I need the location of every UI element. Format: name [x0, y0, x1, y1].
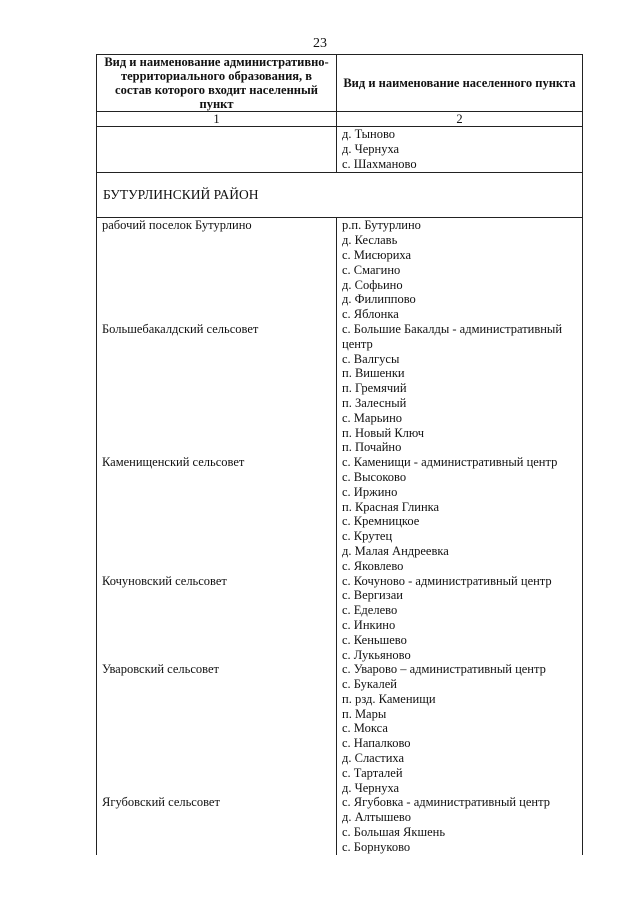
settlement-item: с. Ягубовка - административный центр	[342, 795, 550, 810]
district-title: БУТУРЛИНСКИЙ РАЙОН	[97, 173, 583, 218]
unit-name: Уваровский сельсовет	[97, 662, 337, 795]
settlement-item: с. Кочуново - административный центр	[342, 573, 552, 588]
settlement-item: с. Мокса	[342, 721, 388, 736]
settlement-item: с. Высоково	[342, 469, 407, 484]
header-col2: Вид и наименование населенного пункта	[337, 55, 583, 112]
settlement-item: с. Марьино	[342, 410, 403, 425]
settlement-item: д. Тыново	[342, 127, 396, 141]
unit-row	[97, 795, 583, 854]
settlement-item: с. Кремницкое	[342, 514, 420, 529]
continued-settlements-cell	[337, 127, 583, 173]
settlement-item: с. Крутец	[342, 529, 393, 544]
unit-name: рабочий поселок Бутурлино	[97, 218, 337, 322]
settlement-item: п. Почайно	[342, 440, 402, 455]
settlement-item: с. Борнуково	[342, 839, 411, 854]
continued-unit-cell	[97, 127, 337, 173]
unit-name: Каменищенский сельсовет	[97, 455, 337, 573]
settlement-item: п. Новый Ключ	[342, 425, 425, 440]
continued-row	[97, 127, 583, 173]
settlement-item: с. Лукьяново	[342, 647, 411, 662]
settlement-item: с. Большие Бакалды - административный центр	[342, 321, 563, 351]
settlement-item: с. Вергизаи	[342, 588, 403, 603]
settlement-item: с. Иржино	[342, 484, 398, 499]
settlement-item: п. Вишенки	[342, 366, 405, 381]
settlement-item: д. Чернуха	[342, 780, 400, 795]
district-row	[97, 173, 583, 218]
settlement-item: с. Мисюриха	[342, 247, 412, 262]
column-number-2: 2	[337, 112, 583, 127]
unit-settlements	[337, 322, 583, 455]
unit-settlements	[337, 662, 583, 795]
settlement-item: д. Алтышево	[342, 810, 411, 825]
settlement-item: д. Чернуха	[342, 141, 400, 156]
unit-row	[97, 218, 583, 322]
settlement-item: с. Шахманово	[342, 156, 417, 171]
page-number: 23	[313, 36, 327, 51]
settlement-item: с. Еделево	[342, 603, 398, 618]
column-number-row	[97, 112, 583, 127]
settlement-item: с. Инкино	[342, 617, 396, 632]
settlement-item: с. Валгусы	[342, 351, 400, 366]
settlement-item: п. Гремячий	[342, 381, 407, 396]
settlement-item: д. Сластиха	[342, 751, 405, 766]
column-number-1: 1	[97, 112, 337, 127]
settlement-item: с. Яковлево	[342, 558, 404, 573]
settlement-item: с. Букалей	[342, 677, 397, 692]
unit-name: Большебакалдский сельсовет	[97, 322, 337, 455]
settlement-item: с. Кеньшево	[342, 632, 407, 647]
settlement-item: д. Филиппово	[342, 292, 416, 307]
settlements-table	[96, 54, 583, 855]
settlement-item: д. Малая Андреевка	[342, 543, 449, 558]
settlement-item: с. Смагино	[342, 262, 401, 277]
unit-row	[97, 455, 583, 573]
settlement-item: с. Большая Якшень	[342, 825, 446, 840]
settlement-item: с. Яблонка	[342, 307, 399, 322]
settlement-item: с. Уварово – административный центр	[342, 662, 546, 677]
unit-settlements	[337, 218, 583, 322]
unit-name: Ягубовский сельсовет	[97, 795, 337, 854]
settlement-item: д. Кеславь	[342, 233, 398, 248]
settlement-item: р.п. Бутурлино	[342, 218, 421, 233]
settlement-item: п. Красная Глинка	[342, 499, 440, 514]
settlement-item: п. Залесный	[342, 395, 407, 410]
header-col1: Вид и наименование административно-территориального образования, в состав которого входит населенный пункт	[97, 55, 337, 112]
header-row	[97, 55, 583, 112]
unit-name: Кочуновский сельсовет	[97, 574, 337, 663]
unit-settlements	[337, 455, 583, 573]
unit-row	[97, 322, 583, 455]
settlement-item: п. Мары	[342, 706, 387, 721]
unit-settlements	[337, 574, 583, 663]
unit-row	[97, 574, 583, 663]
unit-row	[97, 662, 583, 795]
settlement-item: с. Тарталей	[342, 765, 403, 780]
unit-settlements	[337, 795, 583, 854]
settlement-item: д. Софьино	[342, 277, 403, 292]
settlement-item: п. рзд. Каменищи	[342, 691, 436, 706]
settlement-item: с. Напалково	[342, 736, 411, 751]
settlement-item: с. Каменищи - административный центр	[342, 455, 558, 470]
